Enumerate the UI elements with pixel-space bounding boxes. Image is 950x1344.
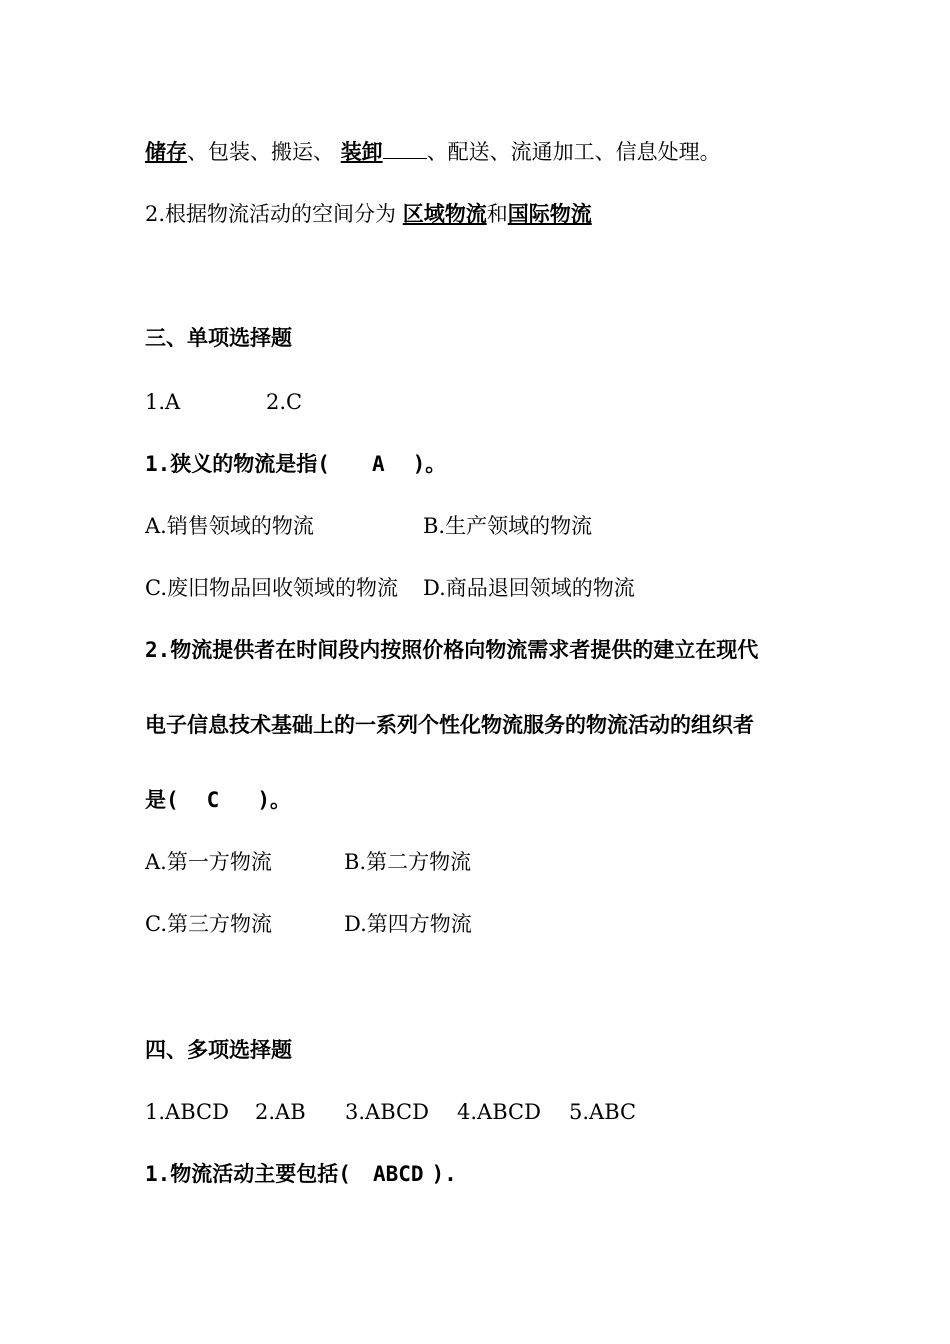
section3-q1-stem [145,450,446,478]
section3-q2-start: 是( [145,788,179,812]
section3-q2-options-row-1 [145,848,471,876]
section3-q2-options-row-2 [145,910,472,938]
fill-blank-q2-prefix: 2.根据物流活动的空间分为 [145,202,397,226]
section4-q1-stem [145,1160,457,1188]
section3-answer-2: 2.C [266,390,303,414]
section3-answer-1: 1.A [145,390,181,414]
option-d: D.商品退回领域的物流 [423,576,635,600]
section3-q2-line-1: 2.物流提供者在时间段内按照价格向物流需求者提供的建立在现代 [145,638,759,662]
section3-q1-text: 1.狭义的物流是指( [145,452,330,476]
section4-answer-3: 3.ABCD [345,1100,429,1124]
fill-blank-q2-and: 和 [486,202,508,226]
section3-q2-end: )。 [257,788,291,812]
section4-answers [145,1098,636,1126]
section4-answer-2: 2.AB [255,1100,306,1124]
option-b: B.生产领域的物流 [423,514,593,538]
section4-heading: 四、多项选择题 [145,1038,292,1062]
section4-answer-1: 1.ABCD [145,1100,229,1124]
fill-blank-text-2: 、配送、流通加工、信息处理。 [426,140,721,164]
section4-answer-4: 4.ABCD [457,1100,541,1124]
section3-q2-line-3 [145,786,291,814]
section3-answers [145,388,302,416]
fill-blank-text-1: 、包装、搬运、 [187,140,334,164]
answer-international-logistics: 国际物流 [507,201,592,226]
section4-q1-end: ). [431,1162,457,1186]
option-b: B.第二方物流 [344,850,472,874]
section4-answer-5: 5.ABC [569,1100,637,1124]
section3-heading: 三、单项选择题 [145,326,292,350]
answer-storage: 储存 [145,139,187,164]
section3-q1-options-row-2 [145,574,635,602]
section3-q1-end: )。 [412,452,447,476]
section3-q1-options-row-1 [145,512,592,540]
underline-blank [383,140,427,159]
option-a: A.第一方物流 [145,850,272,874]
section3-q1-answer: A [371,452,385,476]
option-d: D.第四方物流 [344,912,472,936]
section4-q1-answer: ABCD [372,1162,424,1186]
option-c: C.废旧物品回收领域的物流 [145,576,398,600]
fill-blank-q2 [145,200,592,228]
option-a: A.销售领域的物流 [145,514,314,538]
answer-loading: 装卸 [340,139,383,164]
fill-blank-continued [145,138,721,166]
section4-q1-text: 1.物流活动主要包括( [145,1162,351,1186]
answer-regional-logistics: 区域物流 [402,201,487,226]
section3-q2-line-2: 电子信息技术基础上的一系列个性化物流服务的物流活动的组织者 [145,713,754,737]
option-c: C.第三方物流 [145,912,272,936]
section3-q2-answer: C [206,788,220,812]
